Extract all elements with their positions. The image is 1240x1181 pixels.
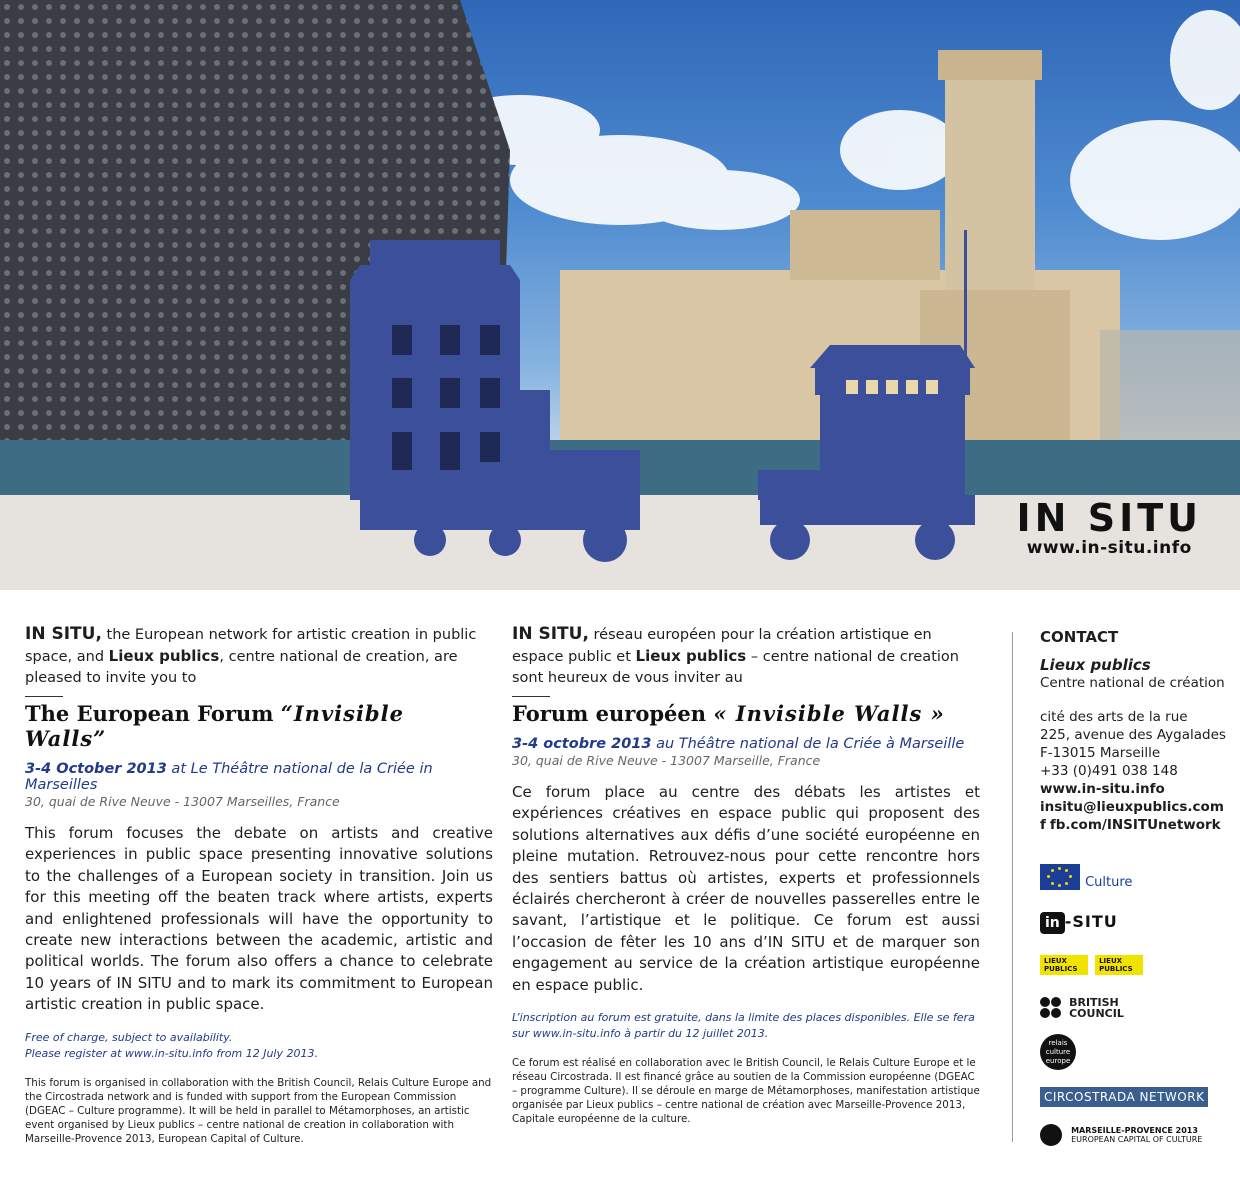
registration-note-fr: L’inscription au forum est gratuite, dans la limite des places disponibles. Elle se fera sur www.in-situ.info à partir du 12 juillet 2013. xyxy=(512,1011,975,1041)
marseille-provence-logo xyxy=(1040,1124,1202,1146)
british-council-dots-icon xyxy=(1040,997,1062,1019)
mp2013-icon xyxy=(1040,1124,1062,1146)
british-council-label: BRITISH COUNCIL xyxy=(1069,996,1124,1020)
intro-text-2-fr: – centre national de creation sont heureux de vous inviter au xyxy=(512,649,959,686)
relais-culture-badge: relais culture europe xyxy=(1040,1034,1076,1070)
contact-website-link[interactable]: www.in-situ.info xyxy=(1040,781,1165,797)
contact-address-2: 225, avenue des Aygalades xyxy=(1040,727,1226,743)
event-date-fr xyxy=(512,736,980,752)
english-column xyxy=(25,624,493,1146)
forum-title xyxy=(25,701,493,751)
event-address-fr: 30, quai de Rive Neuve - 13007 Marseille, France xyxy=(512,753,821,768)
forum-title-highlight: “Invisible Walls” xyxy=(25,701,404,751)
intro-org-insitu-fr: IN SITU, xyxy=(512,624,589,644)
contact-email-link[interactable]: insitu@lieuxpublics.com xyxy=(1040,799,1224,815)
french-column xyxy=(512,624,980,1126)
intro-text-1: the European network for artistic creation in public space, and xyxy=(25,627,477,665)
mp2013-line-1: MARSEILLE-PROVENCE 2013 xyxy=(1071,1126,1198,1135)
event-venue: at Le Théâtre national de la Criée in Marseilles xyxy=(25,761,433,793)
forum-title-fr xyxy=(512,701,980,726)
eu-culture-label: Culture xyxy=(1085,875,1133,890)
intro-org-insitu: IN SITU, xyxy=(25,624,102,644)
british-council-logo xyxy=(1040,997,1124,1019)
contact-org: Lieux publics xyxy=(1040,656,1151,674)
in-situ-brand xyxy=(1017,498,1202,558)
event-address: 30, quai de Rive Neuve - 13007 Marseilles, France xyxy=(25,794,340,809)
facebook-icon: f xyxy=(1040,817,1046,833)
contact-facebook-link[interactable] xyxy=(1040,816,1230,834)
in-situ-small-logo-a: in xyxy=(1040,912,1065,934)
contact-heading: CONTACT xyxy=(1040,628,1119,646)
event-date-bold: 3-4 October 2013 xyxy=(25,761,167,777)
contact-phone: +33 (0)491 038 148 xyxy=(1040,763,1178,779)
lieux-publics-logo-2: LIEUX PUBLICS xyxy=(1095,955,1143,975)
forum-title-prefix-fr: Forum européen xyxy=(512,701,714,726)
eu-flag-icon xyxy=(1040,864,1080,890)
circostrada-logo xyxy=(1040,1086,1208,1107)
forum-title-prefix: The European Forum xyxy=(25,701,281,726)
in-situ-logo: IN SITU xyxy=(1016,496,1202,540)
intro-text-fr xyxy=(512,624,980,689)
registration-line-1: Free of charge, subject to availability. xyxy=(25,1030,233,1044)
mp2013-label xyxy=(1071,1126,1202,1144)
facebook-handle: fb.com/INSITUnetwork xyxy=(1049,817,1221,833)
contact-address-3: F-13015 Marseille xyxy=(1040,745,1161,761)
contact-org-sub: Centre national de création xyxy=(1040,675,1225,691)
intro-text xyxy=(25,624,493,689)
forum-title-highlight-fr: « Invisible Walls » xyxy=(713,701,945,726)
lieux-publics-logo xyxy=(1040,955,1143,975)
divider-rule xyxy=(25,696,63,697)
event-date-bold-fr: 3-4 octobre 2013 xyxy=(512,736,652,752)
hero-photo xyxy=(0,0,1240,590)
circostrada-label: CIRCOSTRADA NETWORK xyxy=(1040,1087,1208,1107)
relais-culture-logo xyxy=(1040,1034,1076,1070)
contact-block xyxy=(1040,628,1230,834)
intro-text-2: , centre national de creation, are pleased to invite you to xyxy=(25,649,458,686)
in-situ-url[interactable]: www.in-situ.info xyxy=(1026,538,1192,558)
eu-culture-logo xyxy=(1040,864,1132,890)
forum-description: This forum focuses the debate on artists and creative experiences in public space presenting innovative solutions to the challenges of a European society in transition. Join us for this meeting off the beaten track where artists, experts and enlightened professionals will have the opportunity to create new interactions between the academic, artistic and political worlds. The forum also offers a chance to celebrate 10 years of IN SITU and to mark its commitment to European artistic creation in public space. xyxy=(25,824,493,1014)
registration-line-2: Please register at www.in-situ.info from 12 July 2013. xyxy=(25,1046,318,1060)
intro-org-lieux-fr: Lieux publics xyxy=(635,647,747,665)
column-divider xyxy=(1012,632,1013,1142)
registration-note xyxy=(25,1030,493,1062)
event-venue-fr: au Théâtre national de la Criée à Marseille xyxy=(651,736,965,752)
intro-org-lieux: Lieux publics xyxy=(108,647,220,665)
forum-description-fr: Ce forum place au centre des débats les artistes et expériences créatives en espace public qui proposent des solutions alternatives aux défis d’une société européenne en pleine mutation. Retrouvez-nous pour cette rencontre hors des sentiers battus où artistes, experts et professionnels éclairés chercheront à créer de nouvelles passerelles entre le savant, l’artistique et le politique. Ce forum est aussi l’occasion de fêter les 10 ans d’IN SITU et de marquer son engagement au service de la création artistique européenne en espace public. xyxy=(512,783,980,994)
lieux-publics-logo-1: LIEUX PUBLICS xyxy=(1040,955,1088,975)
mp2013-line-2: EUROPEAN CAPITAL OF CULTURE xyxy=(1071,1135,1203,1144)
contact-address-1: cité des arts de la rue xyxy=(1040,709,1188,725)
event-date xyxy=(25,761,493,793)
intro-text-1-fr: réseau européen pour la création artistique en espace public et xyxy=(512,627,932,665)
divider-rule-fr xyxy=(512,696,550,697)
in-situ-small-logo-b: -SITU xyxy=(1064,912,1118,931)
organisation-note: This forum is organised in collaboration with the British Council, Relais Culture Europe and the Circostrada network and is funded with support from the European Commission (DGEAC – Culture programme). It will be held in parallel to Métamorphoses, an artistic event organised by Lieux publics – centre national de creation in collaboration with Marseille-Provence 2013, European Capital of Culture. xyxy=(25,1076,492,1145)
in-situ-small-logo xyxy=(1040,912,1118,934)
organisation-note-fr: Ce forum est réalisé en collaboration avec le British Council, le Relais Culture Europe et le réseau Circostrada. Il est financé grâce au soutien de la Commission européenne (DGEAC – programme Culture). Il se déroule en marge de Métamorphoses, manifestation artistique organisée par Lieux publics – centre national de création avec Marseille-Provence 2013, Capitale européenne de la culture. xyxy=(512,1057,980,1126)
